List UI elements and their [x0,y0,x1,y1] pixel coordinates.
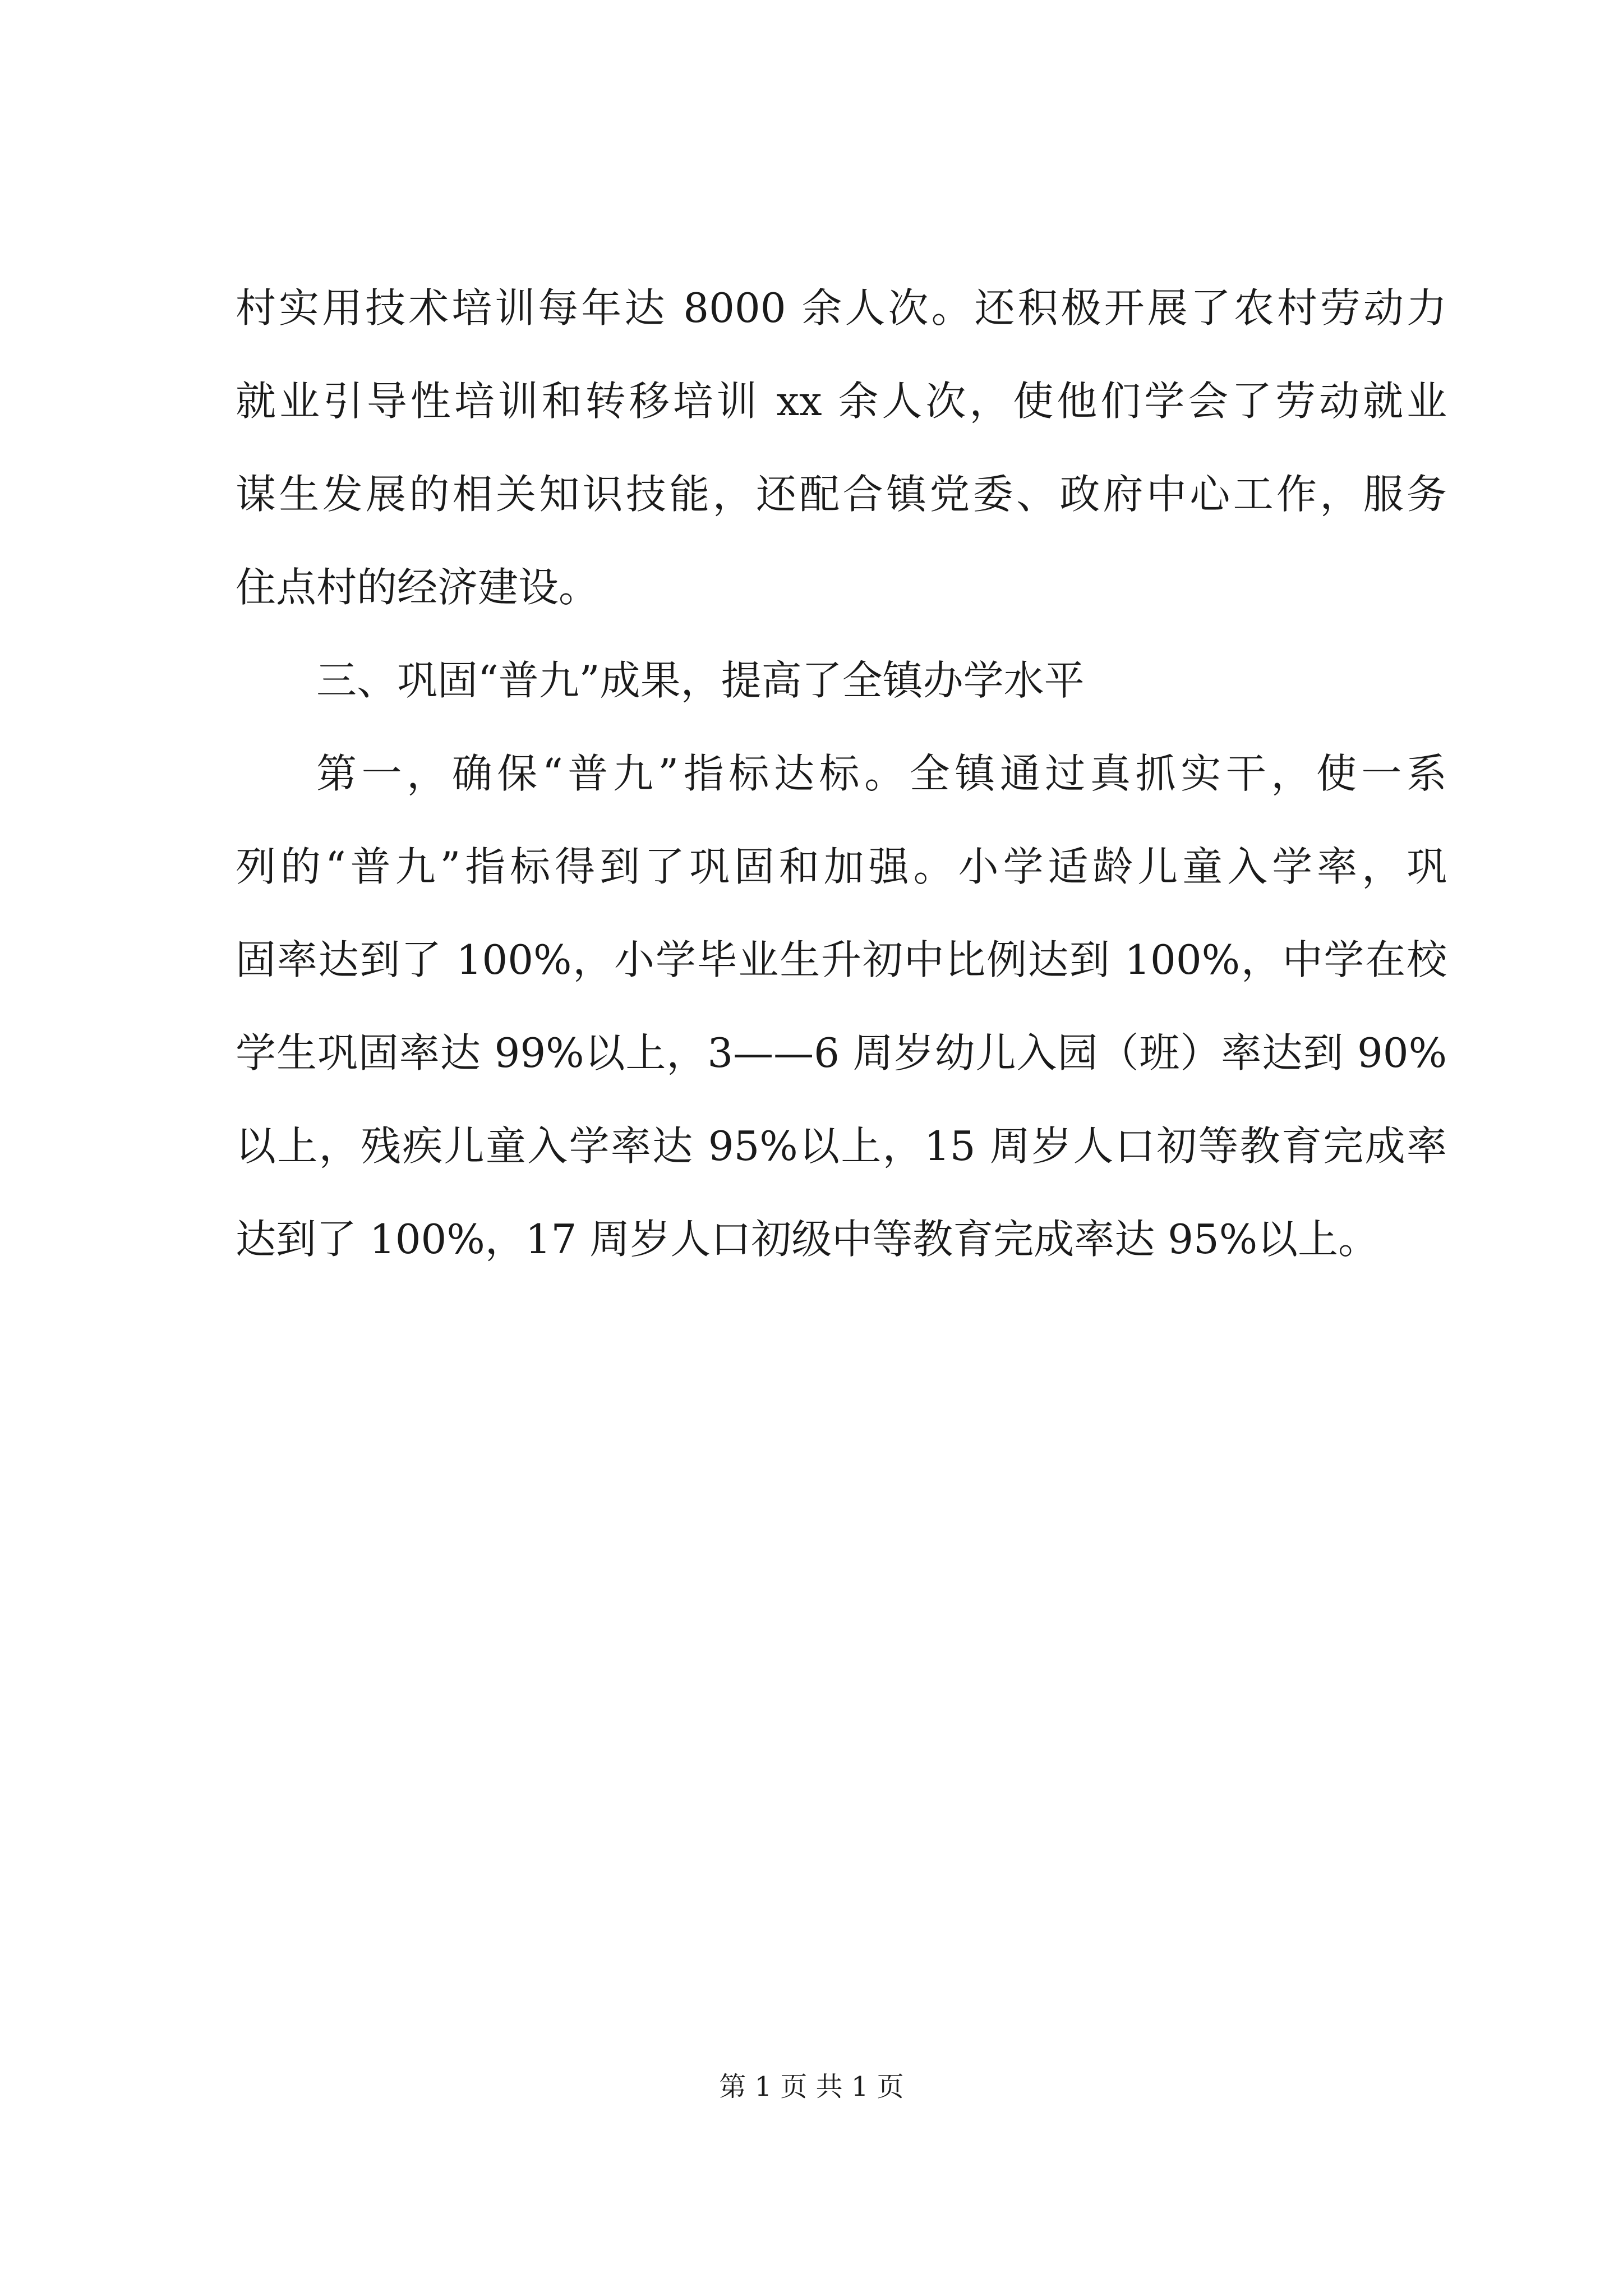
section-heading: 三、巩固“普九”成果，提高了全镇办学水平 [316,657,1085,704]
text-line: 村实用技术培训每年达 8000 余人次。还积极开展了农村劳动力 [236,284,1447,332]
page-footer: 第 1 页 共 1 页 [719,2071,904,2102]
text-line: 住点村的经济建设。 [236,564,600,611]
text-line: 谋生发展的相关知识技能，还配合镇党委、政府中心工作，服务 [236,471,1447,518]
text-line: 就业引导性培训和转移培训 xx 余人次，使他们学会了劳动就业 [236,378,1447,425]
text-line: 以上，残疾儿童入学率达 95%以上，15 周岁人口初等教育完成率 [236,1122,1447,1170]
text-line: 列的“普九”指标得到了巩固和加强。小学适龄儿童入学率，巩 [236,843,1447,890]
document-body [236,261,1447,1286]
text-line: 第一，确保“普九”指标达标。全镇通过真抓实干，使一系 [316,750,1447,797]
text-line: 固率达到了 100%，小学毕业生升初中比例达到 100%，中学在校 [236,936,1447,983]
text-line: 达到了 100%，17 周岁人口初级中等教育完成率达 95%以上。 [236,1216,1379,1263]
text-line: 学生巩固率达 99%以上，3——6 周岁幼儿入园（班）率达到 90% [236,1029,1447,1076]
